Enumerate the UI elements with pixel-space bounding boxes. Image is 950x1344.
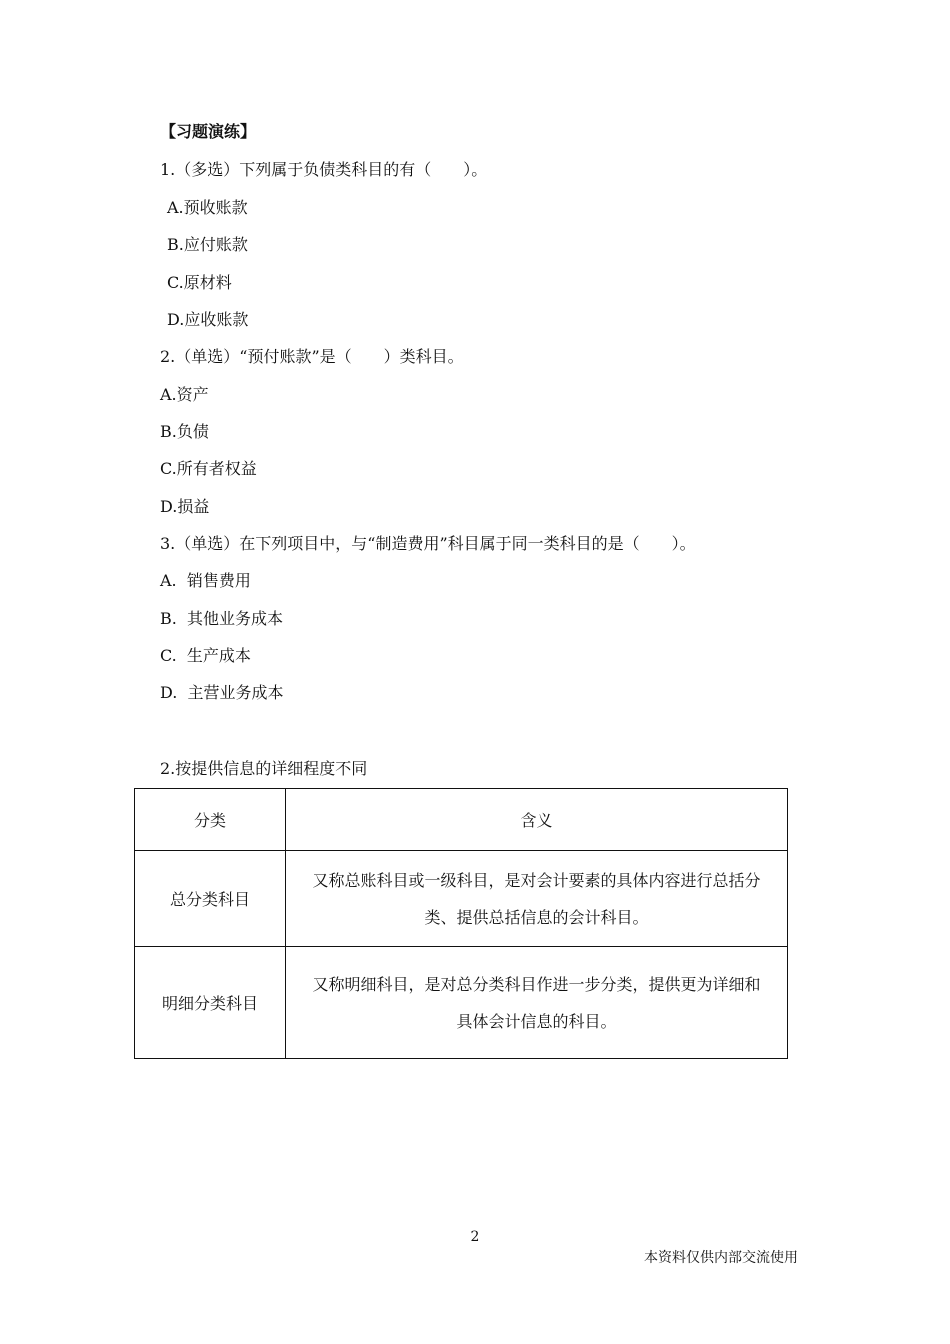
question-3-stem: 3.（单选）在下列项目中，与“制造费用”科目属于同一类科目的是（ ）。	[160, 534, 696, 553]
classification-heading: 2.按提供信息的详细程度不同	[160, 759, 368, 778]
table-row	[135, 851, 788, 947]
table-cell-meaning	[286, 947, 788, 1059]
meaning-line: 又称明细科目，是对总分类科目作进一步分类，提供更为详细和	[312, 974, 761, 994]
meaning-line: 又称总账科目或一级科目，是对会计要素的具体内容进行总括分	[312, 870, 761, 890]
question-1-option-c: C.原材料	[167, 273, 232, 292]
table-cell-category: 明细分类科目	[135, 947, 286, 1059]
table-header-category: 分类	[135, 789, 286, 851]
question-2-option-b: B.负债	[160, 422, 209, 441]
classification-table	[134, 788, 788, 1059]
table-header-meaning: 含义	[286, 789, 788, 851]
question-2-stem: 2.（单选）“预付账款”是（ ）类科目。	[160, 347, 464, 366]
table-header-row	[135, 789, 788, 851]
footer-note: 本资料仅供内部交流使用	[644, 1250, 798, 1266]
question-2-option-a: A.资产	[160, 385, 209, 404]
page-number: 2	[470, 1229, 480, 1245]
section-title: 【习题演练】	[160, 122, 257, 141]
question-3-option-a: A. 销售费用	[160, 571, 251, 590]
question-1-option-d: D.应收账款	[167, 310, 249, 329]
table-cell-category: 总分类科目	[135, 851, 286, 947]
question-2-option-d: D.损益	[160, 497, 210, 516]
question-3-option-d: D. 主营业务成本	[160, 683, 284, 702]
question-1-stem: 1.（多选）下列属于负债类科目的有（ ）。	[160, 160, 488, 179]
question-2-option-c: C.所有者权益	[160, 459, 257, 478]
question-3-option-b: B. 其他业务成本	[160, 609, 284, 628]
meaning-line: 类、提供总括信息的会计科目。	[424, 907, 649, 927]
question-3-option-c: C. 生产成本	[160, 646, 251, 665]
table-row	[135, 947, 788, 1059]
question-1-option-b: B.应付账款	[167, 235, 248, 254]
table-cell-meaning	[286, 851, 788, 947]
question-1-option-a: A.预收账款	[167, 198, 248, 217]
meaning-line: 具体会计信息的科目。	[456, 1011, 617, 1031]
